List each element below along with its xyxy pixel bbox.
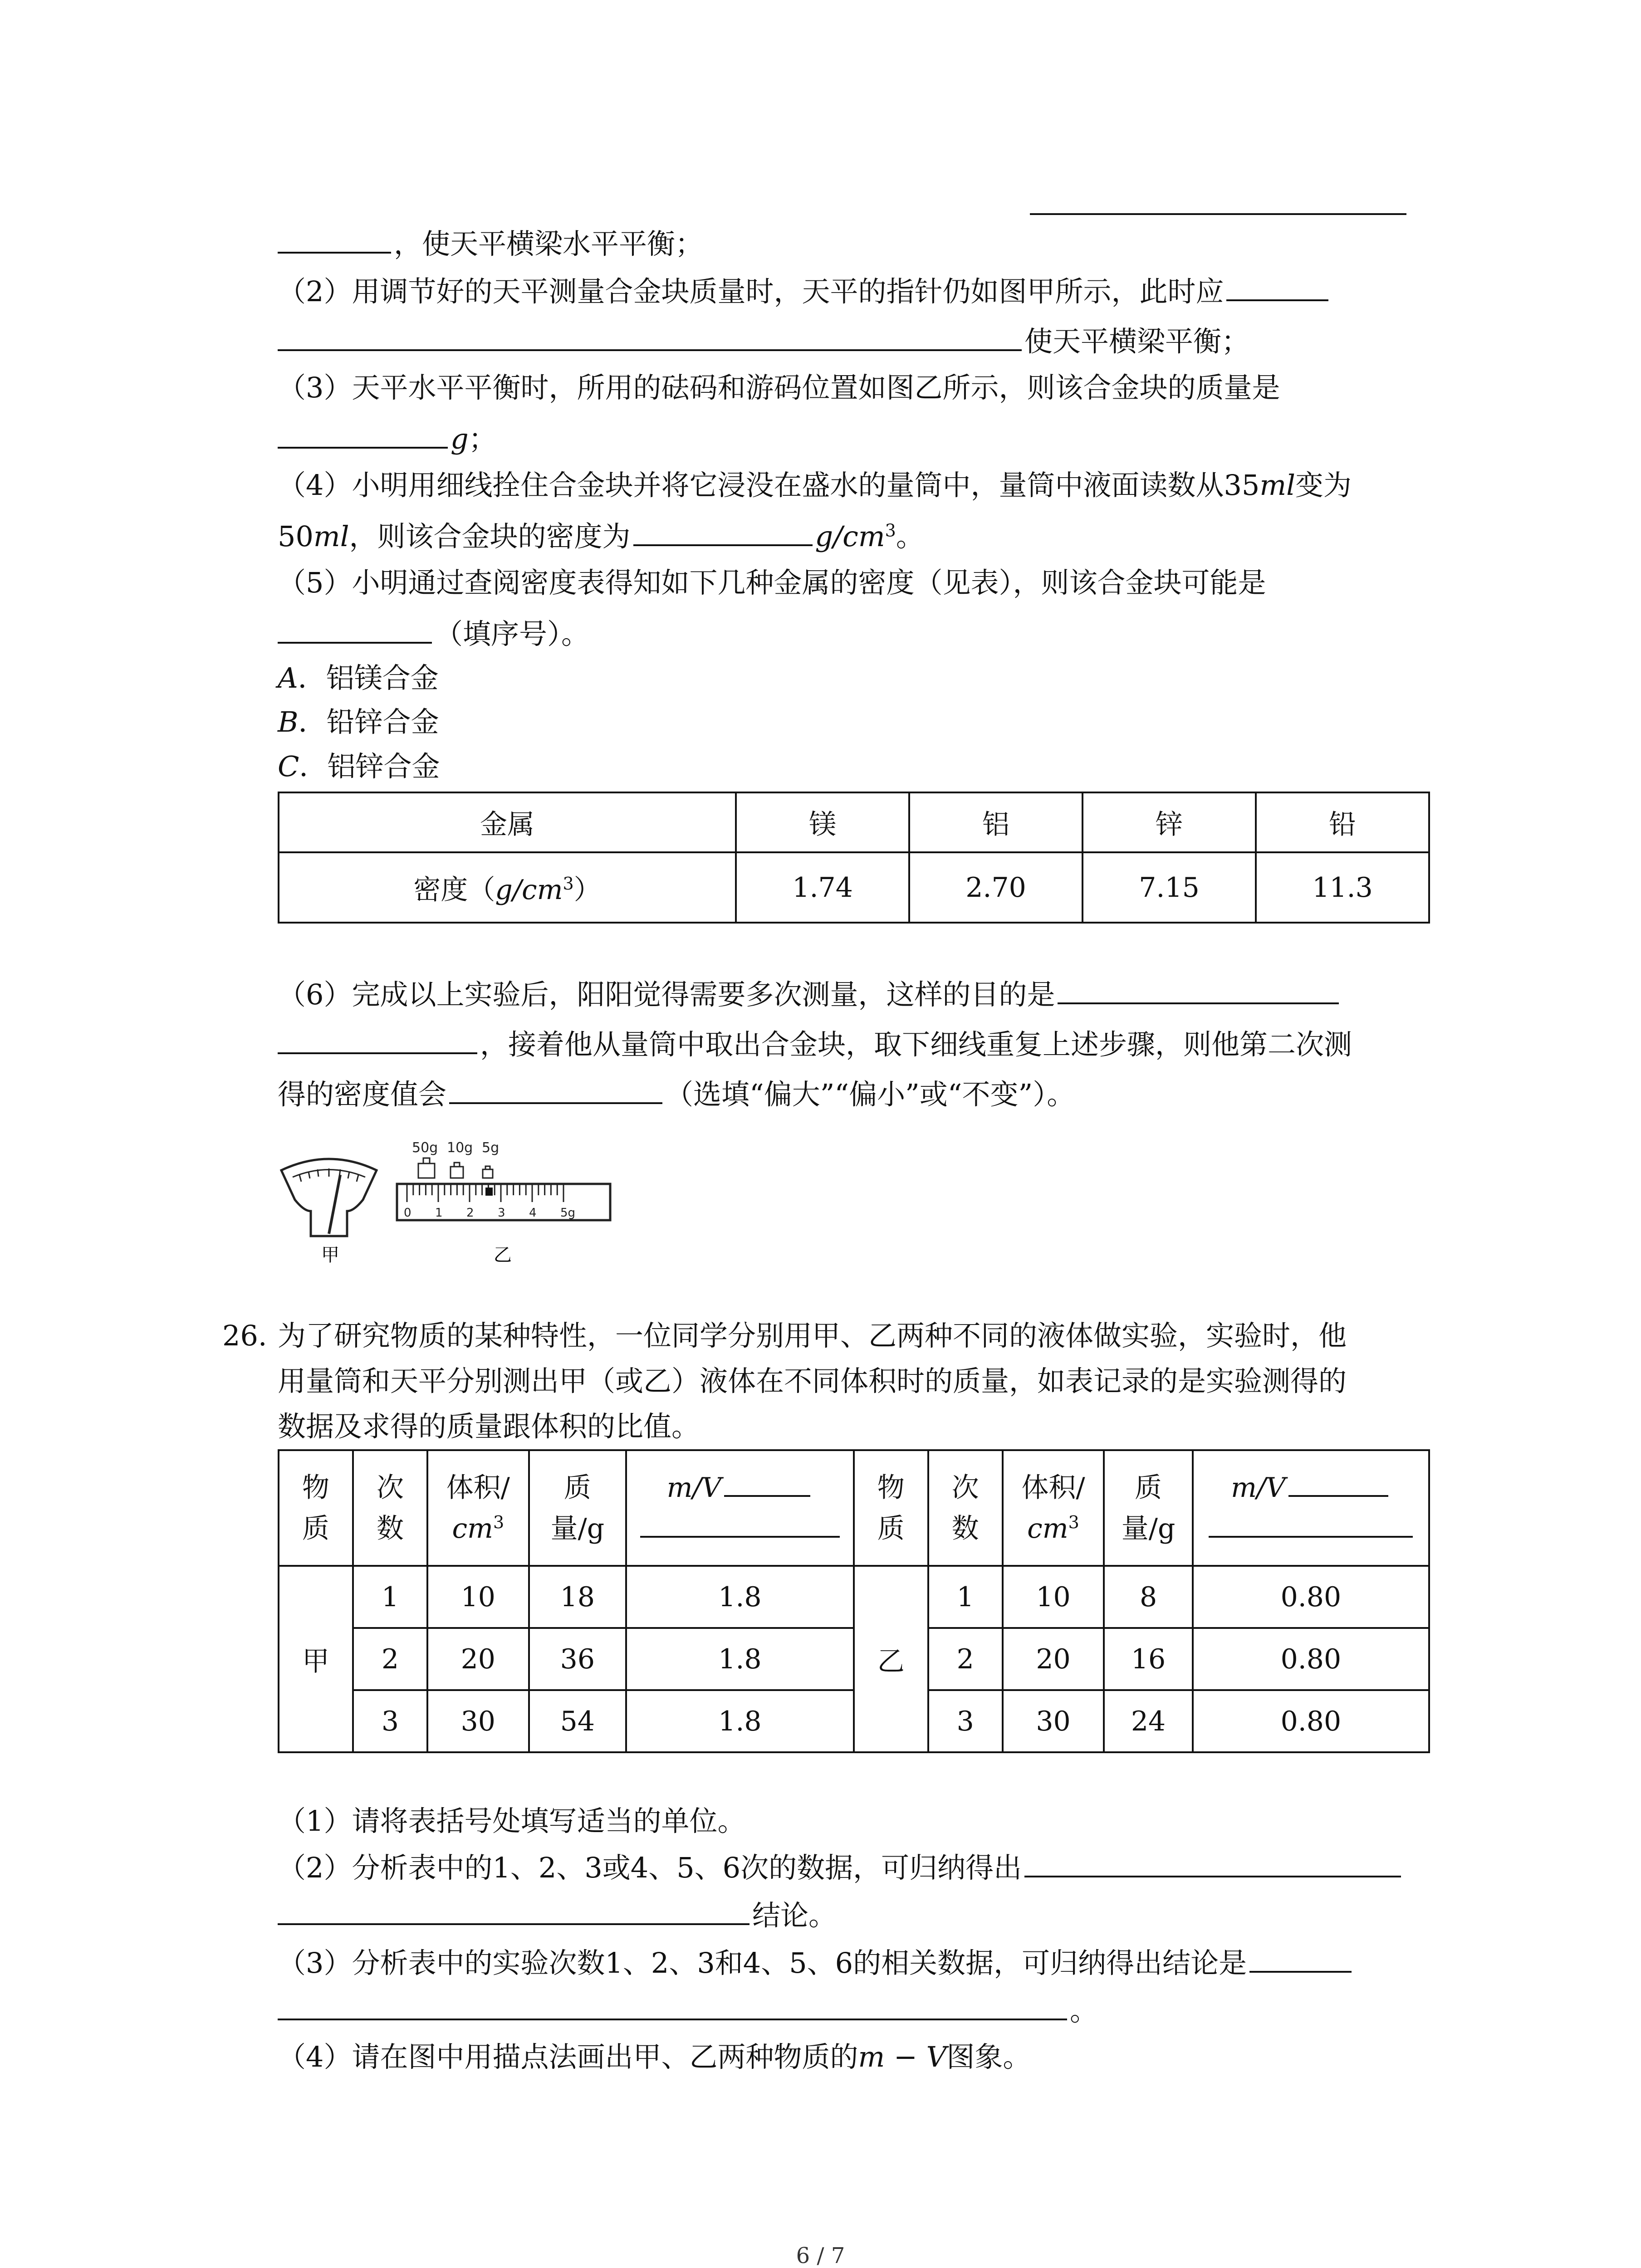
scale-tick-label: 4 [529, 1206, 537, 1220]
answer-blank[interactable] [1226, 272, 1328, 301]
q25-step-3-cont: g； [278, 420, 497, 457]
table-header: 质 量/g [1104, 1450, 1192, 1566]
table-cell: 10 [1003, 1566, 1104, 1628]
table-cell: 密度$(g/cm^3)$ [279, 852, 736, 923]
table-header: 铅 [1256, 792, 1429, 852]
q25-step-4-cont: 50ml，则该合金块的密度为 $g/cm^3$。 [278, 517, 924, 555]
table-cell: 1.74 [736, 852, 909, 923]
table-cell: 甲 [279, 1566, 353, 1752]
q26-sub-3: （3）分析表中的实验次数1、2、3和4、5、6的相关数据，可归纳得出结论是 [278, 1944, 1354, 1981]
option-c: C．铝锌合金 [278, 750, 440, 783]
table-cell: 20 [1003, 1628, 1104, 1690]
q25-step-2-cont: 使天平横梁平衡； [278, 322, 1249, 360]
q25-step-5: （5）小明通过查阅密度表得知如下几种金属的密度（见表），则该合金块可能是 [278, 566, 1266, 599]
table-cell: 20 [427, 1628, 529, 1690]
q25-step-6: （6）完成以上实验后，阳阳觉得需要多次测量，这样的目的是 [278, 975, 1342, 1013]
table-header: 金属 [279, 792, 736, 852]
table-cell: 18 [529, 1566, 626, 1628]
q26-intro-1: 为了研究物质的某种特性，一位同学分别用甲、乙两种不同的液体做实验，实验时，他 [278, 1319, 1347, 1352]
answer-blank[interactable] [278, 1025, 477, 1054]
table-header: 锌 [1083, 792, 1256, 852]
page-number: 6 / 7 [796, 2243, 845, 2268]
q26-sub-3-cont: 。 [278, 1991, 1098, 2029]
table-cell: 30 [1003, 1690, 1104, 1752]
answer-blank[interactable] [278, 1896, 749, 1925]
table-header: 镁 [736, 792, 909, 852]
table-header: m/V [1193, 1450, 1429, 1566]
table-cell: 0.80 [1193, 1628, 1429, 1690]
figure-label-yi: 乙 [494, 1245, 512, 1266]
figure-label-jia: 甲 [321, 1245, 339, 1266]
table-cell: 1 [928, 1566, 1003, 1628]
answer-blank[interactable] [1024, 1848, 1401, 1877]
answer-blank[interactable] [640, 1513, 840, 1538]
table-cell: 1.8 [626, 1566, 854, 1628]
option-a: A．铝镁合金 [278, 661, 439, 694]
table-cell: 7.15 [1083, 852, 1256, 923]
answer-blank[interactable] [278, 225, 391, 254]
table-header: 质 量/g [529, 1450, 626, 1566]
q26-number: 26. [222, 1319, 267, 1352]
table-cell: 30 [427, 1690, 529, 1752]
table-cell: 8 [1104, 1566, 1192, 1628]
table-cell: 2 [928, 1628, 1003, 1690]
balance-figure [272, 1120, 617, 1270]
answer-blank[interactable] [1209, 1513, 1413, 1538]
table-header: 次 数 [928, 1450, 1003, 1566]
answer-blank[interactable] [278, 322, 1022, 351]
q26-sub-2: （2）分析表中的1、2、3或4、5、6次的数据，可归纳得出 [278, 1848, 1404, 1886]
table-cell: 2 [353, 1628, 427, 1690]
table-cell: 2.70 [909, 852, 1083, 923]
weights [418, 1158, 493, 1178]
table-header: m/V [626, 1450, 854, 1566]
table-cell: 0.80 [1193, 1566, 1429, 1628]
answer-blank[interactable] [278, 1991, 1067, 2020]
table-cell: 1.8 [626, 1628, 854, 1690]
table-cell: 3 [353, 1690, 427, 1752]
option-b: B．铅锌合金 [278, 705, 439, 738]
scale-tick-label: 1 [435, 1206, 443, 1220]
answer-blank[interactable] [724, 1472, 810, 1497]
scale-tick-label: 0 [404, 1206, 411, 1220]
table-header: 物 质 [854, 1450, 928, 1566]
q26-sub-1: （1）请将表括号处填写适当的单位。 [278, 1804, 746, 1838]
answer-blank[interactable] [449, 1075, 662, 1104]
table-cell: 0.80 [1193, 1690, 1429, 1752]
table-cell: 1.8 [626, 1690, 854, 1752]
liquid-data-table [278, 1449, 1430, 1753]
balance-pointer-dial [281, 1159, 377, 1236]
weight-label: 5g [482, 1140, 500, 1156]
q25-step-2: （2）用调节好的天平测量合金块质量时，天平的指针仍如图甲所示，此时应 [278, 272, 1331, 310]
metal-density-table [278, 792, 1430, 924]
q25-step-3: （3）天平水平平衡时，所用的砝码和游码位置如图乙所示，则该合金块的质量是 [278, 371, 1280, 404]
table-header: 体积/ $cm^3$ [1003, 1450, 1104, 1566]
q25-step-6-cont2: 得的密度值会 （选填“偏大”“偏小”或“不变”）。 [278, 1075, 1075, 1113]
answer-blank[interactable] [1030, 213, 1406, 215]
scale-tick-label: 3 [498, 1206, 505, 1220]
answer-blank[interactable] [633, 517, 813, 546]
answer-blank[interactable] [1288, 1472, 1388, 1497]
scale-tick-label: 5g [560, 1206, 576, 1220]
table-cell: 乙 [854, 1566, 928, 1752]
answer-blank[interactable] [1249, 1944, 1352, 1973]
table-cell: 36 [529, 1628, 626, 1690]
table-cell: 54 [529, 1690, 626, 1752]
q25-step-4: （4）小明用细线拴住合金块并将它浸没在盛水的量筒中，量筒中液面读数从35ml变为 [278, 469, 1352, 502]
table-row [279, 1566, 1429, 1628]
table-cell: 11.3 [1256, 852, 1429, 923]
q26-sub-4: （4）请在图中用描点法画出甲、乙两种物质的m − V图象。 [278, 2040, 1031, 2073]
answer-blank[interactable] [1058, 975, 1339, 1004]
q25-step-5-cont: （填序号）。 [278, 615, 589, 652]
answer-blank[interactable] [278, 615, 432, 644]
table-cell: 24 [1104, 1690, 1192, 1752]
q25-step-6-cont: ，接着他从量筒中取出合金块，取下细线重复上述步骤，则他第二次测 [278, 1025, 1352, 1063]
table-cell: 16 [1104, 1628, 1192, 1690]
q26-intro-3: 数据及求得的质量跟体积的比值。 [278, 1410, 700, 1443]
answer-blank[interactable] [278, 420, 448, 449]
table-cell: 1 [353, 1566, 427, 1628]
table-header: 铝 [909, 792, 1083, 852]
table-cell: 10 [427, 1566, 529, 1628]
scale-tick-label: 2 [466, 1206, 474, 1220]
q26-intro-2: 用量筒和天平分别测出甲（或乙）液体在不同体积时的质量，如表记录的是实验测得的 [278, 1364, 1347, 1398]
q26-sub-2-cont: 结论。 [278, 1896, 837, 1934]
table-cell: 3 [928, 1690, 1003, 1752]
table-header: 体积/ $cm^3$ [427, 1450, 529, 1566]
table-header: 次 数 [353, 1450, 427, 1566]
q25-line-1: ，使天平横梁水平平衡； [278, 225, 703, 262]
table-header: 物 质 [279, 1450, 353, 1566]
weight-label: 10g [447, 1140, 473, 1156]
weight-label: 50g [412, 1140, 438, 1156]
